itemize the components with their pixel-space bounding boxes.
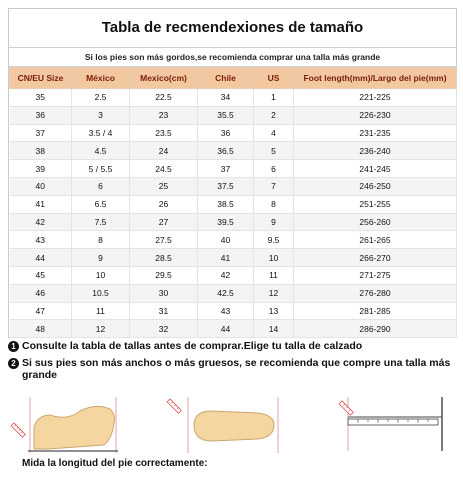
cell-us: 4 (254, 124, 294, 142)
cell-mexico-cm: 27.5 (130, 231, 198, 249)
cell-mexico-cm: 22.5 (130, 89, 198, 107)
header-mexico-cm: Mexico(cm) (130, 68, 198, 89)
cell-cn-eu: 40 (10, 177, 72, 195)
cell-mexico: 10 (72, 266, 130, 284)
cell-mexico-cm: 28.5 (130, 249, 198, 267)
header-us: US (254, 68, 294, 89)
cell-mexico: 4.5 (72, 142, 130, 160)
table-header-row (10, 68, 457, 89)
cell-chile: 39.5 (198, 213, 254, 231)
table-row (10, 177, 457, 195)
number-two-badge: 2 (8, 358, 19, 369)
cell-chile: 35.5 (198, 106, 254, 124)
cell-mexico: 11 (72, 302, 130, 320)
cell-cn-eu: 41 (10, 195, 72, 213)
note-2-text: Si sus pies son más anchos o más gruesos, se recomienda que compre una talla más grande (22, 356, 451, 381)
cell-chile: 38.5 (198, 195, 254, 213)
cell-foot-length: 266-270 (294, 249, 457, 267)
cell-chile: 41 (198, 249, 254, 267)
cell-foot-length: 281-285 (294, 302, 457, 320)
cell-mexico-cm: 24 (130, 142, 198, 160)
table-row (10, 284, 457, 302)
cell-us: 9 (254, 213, 294, 231)
cell-foot-length: 246-250 (294, 177, 457, 195)
cell-foot-length: 241-245 (294, 160, 457, 178)
cell-us: 5 (254, 142, 294, 160)
cell-chile: 43 (198, 302, 254, 320)
cell-cn-eu: 46 (10, 284, 72, 302)
cell-chile: 44 (198, 320, 254, 338)
cell-cn-eu: 43 (10, 231, 72, 249)
table-row (10, 302, 457, 320)
header-chile: Chile (198, 68, 254, 89)
cell-cn-eu: 35 (10, 89, 72, 107)
cell-us: 12 (254, 284, 294, 302)
cell-foot-length: 256-260 (294, 213, 457, 231)
cell-mexico: 3.5 / 4 (72, 124, 130, 142)
size-chart-card (8, 8, 457, 338)
note-2 (8, 357, 458, 382)
note-1-text: Consulte la tabla de tallas antes de comprar.Elige tu talla de calzado (22, 340, 363, 352)
cell-mexico-cm: 32 (130, 320, 198, 338)
cell-us: 1 (254, 89, 294, 107)
cell-chile: 42.5 (198, 284, 254, 302)
cell-foot-length: 226-230 (294, 106, 457, 124)
cell-mexico-cm: 23.5 (130, 124, 198, 142)
cell-us: 6 (254, 160, 294, 178)
cell-us: 14 (254, 320, 294, 338)
cell-foot-length: 221-225 (294, 89, 457, 107)
cell-us: 2 (254, 106, 294, 124)
cell-mexico-cm: 26 (130, 195, 198, 213)
number-one-badge: 1 (8, 341, 19, 352)
foot-top-view-illustration (167, 397, 278, 453)
header-foot-length: Foot length(mm)/Largo del pie(mm) (294, 68, 457, 89)
cell-mexico-cm: 25 (130, 177, 198, 195)
cell-mexico: 10.5 (72, 284, 130, 302)
cell-us: 10 (254, 249, 294, 267)
cell-cn-eu: 38 (10, 142, 72, 160)
header-mexico: México (72, 68, 130, 89)
cell-chile: 37.5 (198, 177, 254, 195)
cell-foot-length: 261-265 (294, 231, 457, 249)
cell-mexico: 7.5 (72, 213, 130, 231)
cell-chile: 36 (198, 124, 254, 142)
notes-section (8, 340, 458, 386)
cell-foot-length: 251-255 (294, 195, 457, 213)
table-row (10, 142, 457, 160)
table-row (10, 160, 457, 178)
cell-foot-length: 271-275 (294, 266, 457, 284)
cell-chile: 42 (198, 266, 254, 284)
cell-mexico-cm: 27 (130, 213, 198, 231)
cell-us: 13 (254, 302, 294, 320)
cell-mexico: 6.5 (72, 195, 130, 213)
cell-cn-eu: 48 (10, 320, 72, 338)
cell-foot-length: 236-240 (294, 142, 457, 160)
table-row (10, 89, 457, 107)
cell-cn-eu: 37 (10, 124, 72, 142)
size-table (9, 67, 457, 338)
cell-mexico-cm: 29.5 (130, 266, 198, 284)
cell-chile: 34 (198, 89, 254, 107)
table-row (10, 124, 457, 142)
cell-mexico: 2.5 (72, 89, 130, 107)
note-1 (8, 340, 458, 353)
measurement-illustrations (8, 393, 458, 461)
cell-us: 8 (254, 195, 294, 213)
cell-mexico: 8 (72, 231, 130, 249)
table-row (10, 231, 457, 249)
cell-mexico: 5 / 5.5 (72, 160, 130, 178)
cell-chile: 36.5 (198, 142, 254, 160)
cell-mexico: 6 (72, 177, 130, 195)
cell-mexico-cm: 23 (130, 106, 198, 124)
cell-mexico: 9 (72, 249, 130, 267)
cell-mexico-cm: 24.5 (130, 160, 198, 178)
table-row (10, 249, 457, 267)
cell-foot-length: 231-235 (294, 124, 457, 142)
cell-cn-eu: 36 (10, 106, 72, 124)
cell-cn-eu: 45 (10, 266, 72, 284)
cell-foot-length: 286-290 (294, 320, 457, 338)
measure-instruction: Mida la longitud del pie correctamente: (22, 458, 208, 469)
table-row (10, 213, 457, 231)
table-row (10, 195, 457, 213)
cell-mexico-cm: 30 (130, 284, 198, 302)
foot-side-view-illustration (11, 397, 118, 453)
cell-mexico-cm: 31 (130, 302, 198, 320)
table-row (10, 266, 457, 284)
ruler-measure-illustration (339, 397, 442, 451)
chart-title: Tabla de recmendexiones de tamaño (9, 9, 456, 48)
cell-chile: 37 (198, 160, 254, 178)
cell-mexico: 3 (72, 106, 130, 124)
cell-us: 9.5 (254, 231, 294, 249)
cell-mexico: 12 (72, 320, 130, 338)
header-cn-eu: CN/EU Size (10, 68, 72, 89)
table-body (10, 89, 457, 338)
cell-foot-length: 276-280 (294, 284, 457, 302)
cell-cn-eu: 44 (10, 249, 72, 267)
cell-cn-eu: 42 (10, 213, 72, 231)
cell-us: 7 (254, 177, 294, 195)
cell-cn-eu: 39 (10, 160, 72, 178)
table-row (10, 106, 457, 124)
cell-chile: 40 (198, 231, 254, 249)
table-row (10, 320, 457, 338)
cell-us: 11 (254, 266, 294, 284)
chart-subtitle: Si los pies son más gordos,se recomienda comprar una talla más grande (9, 48, 456, 67)
cell-cn-eu: 47 (10, 302, 72, 320)
